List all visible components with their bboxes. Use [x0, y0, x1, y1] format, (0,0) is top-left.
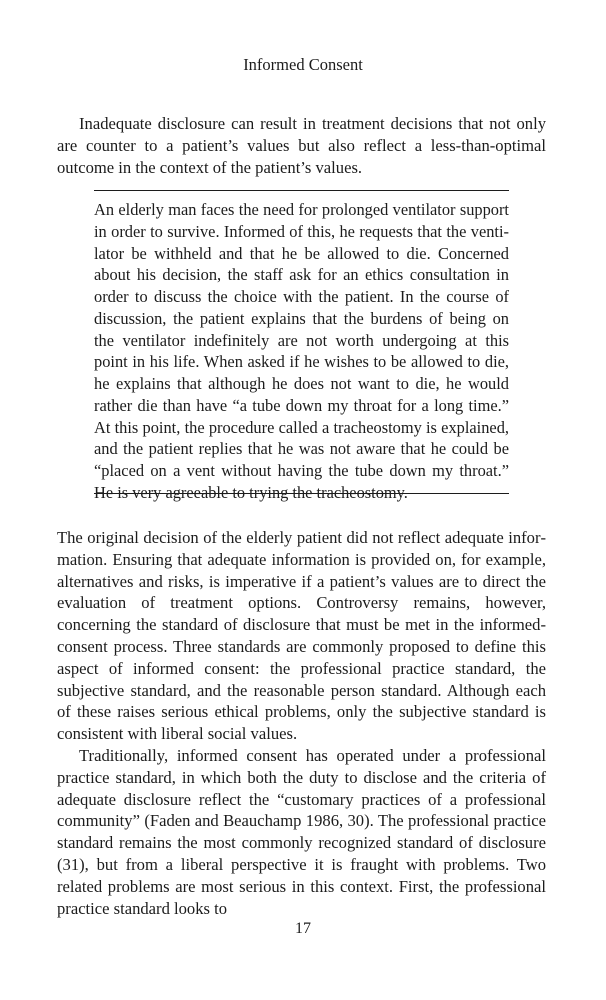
- intro-block: [57, 113, 546, 178]
- running-head: Informed Consent: [243, 55, 363, 74]
- page-number: 17: [295, 920, 311, 937]
- body-paragraph-2: Traditionally, informed consent has operated under a professional practice standard, in which both the duty to disclose and the criteria of adequate disclosure reflect the “customary practices of a professional community” (Faden and Beauchamp 1986, 30). The professional practice standard remains the most commonly recognized standard of disclosure (31), but from a liberal perspective it is fraught with problems. Two related problems are most serious in this context. First, the professional practice standard looks to: [57, 745, 546, 918]
- intro-paragraph: Inadequate disclosure can result in treatment decisions that not only are counter to a patient’s values but also reflect a less-than-optimal outcome in the context of the patient’s values.: [57, 114, 546, 177]
- main-text-block: [57, 527, 546, 919]
- case-example-box: [94, 190, 509, 502]
- case-example-text: An elderly man faces the need for prolonged ventilator support in order to survive. Informed of this, he requests that the ventilator be withheld and that he be allowed to die. Concerned about his decision, the staff ask for an ethics consultation in order to discuss the choice with the patient. In the course of discussion, the patient explains that the burdens of being on the ventilator indefinitely are not worth undergoing at this point in his life. When asked if he wishes to be allowed to die, he explains that although he does not want to die, he would rather die than have “a tube down my throat for a long time.” At this point, the procedure called a tracheostomy is explained, and the patient replies that he was not aware that he could be “placed on a vent without having the tube down my throat.” He is very agreeable to trying the tracheostomy.: [94, 200, 509, 502]
- body-paragraph-1: The original decision of the elderly patient did not reflect adequate information. Ensuring that adequate information is provided on, for example, alternatives and risks, is imperative if a patient’s values are to direct the evaluation of treatment options. Controversy remains, however, concerning the standard of disclosure that must be met in the informed-consent process. Three standards are commonly proposed to define this aspect of informed consent: the professional practice standard, the subjective standard, and the reasonable person standard. Although each of these raises serious ethical problems, only the subjective standard is consistent with liberal social values.: [57, 528, 546, 744]
